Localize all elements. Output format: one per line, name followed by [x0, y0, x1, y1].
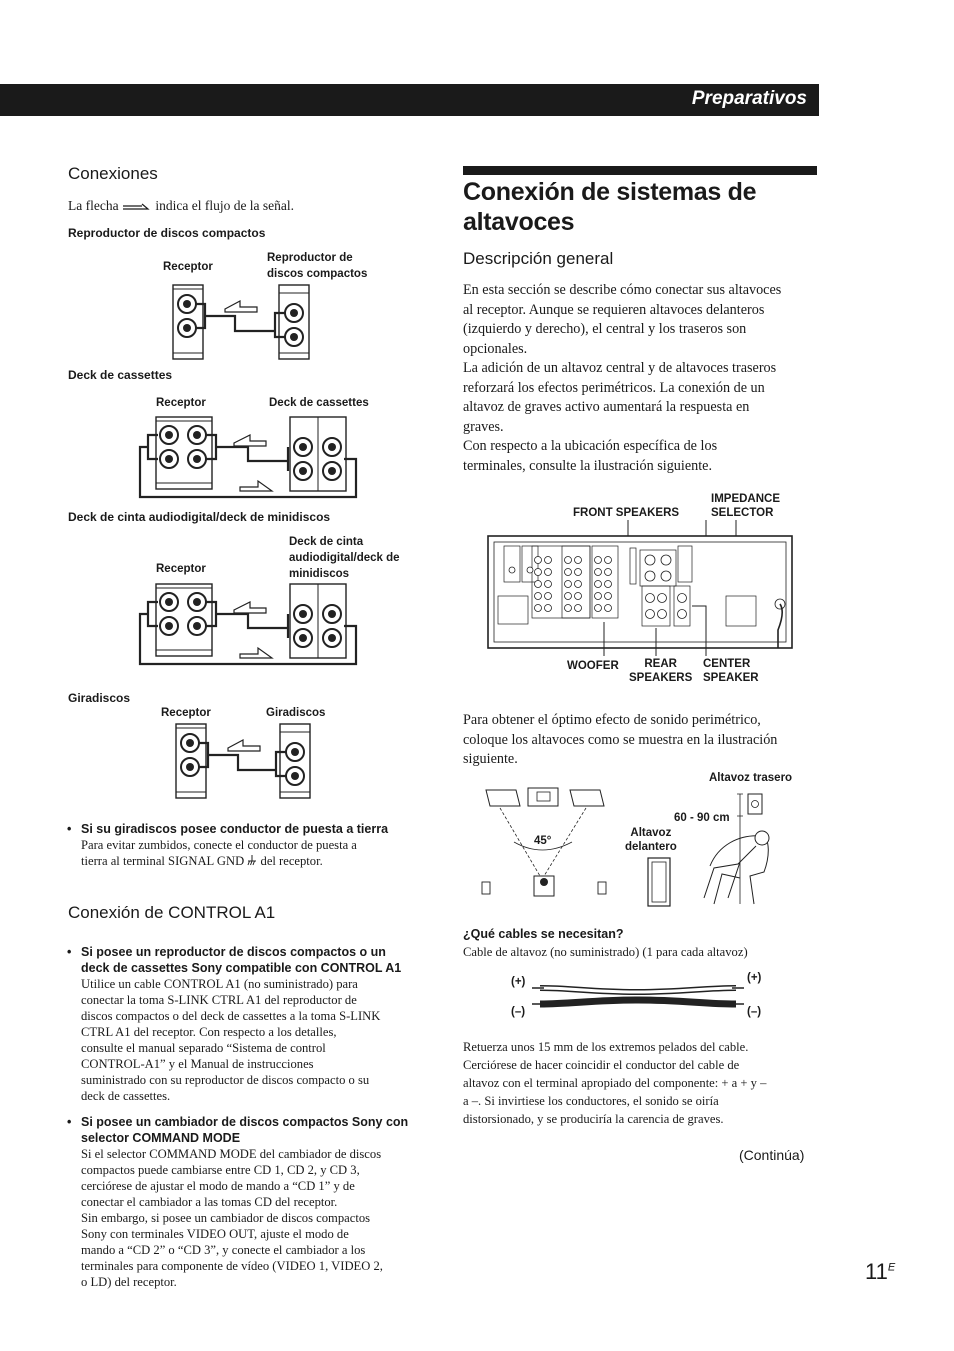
tape-connection-diagram — [138, 415, 360, 503]
cable-plus-left: (+) — [511, 976, 526, 988]
control-a1-heading: Conexión de CONTROL A1 — [68, 903, 276, 922]
md-receptor-label: Receptor — [156, 563, 206, 575]
section-title: Preparativos — [691, 88, 807, 109]
cable-minus-right: (–) — [747, 1006, 762, 1018]
ground-note-title: Si su giradiscos posee conductor de puesta a tierra — [81, 822, 389, 836]
rear-speaker-label: Altavoz trasero — [709, 772, 793, 784]
speaker-placement-diagram — [478, 786, 808, 911]
cable-plus-right: (+) — [747, 972, 762, 984]
tape-receptor-label: Receptor — [156, 397, 206, 409]
front-speakers-label: FRONT SPEAKERS — [573, 507, 680, 519]
bullet-dot: • — [67, 945, 72, 959]
ground-note — [67, 821, 426, 869]
cd-section-title: Reproductor de discos compactos — [68, 226, 266, 240]
conexiones-heading: Conexiones — [68, 164, 158, 183]
page-number-suffix: E — [887, 1261, 896, 1274]
placement-paragraph: Para obtener el óptimo efecto de sonido perimétrico, coloque los altavoces como se muestra en la ilustración siguiente. — [463, 712, 778, 767]
strip-paragraph: Retuerza unos 15 mm de los extremos pelados del cable. Cerciórese de hacer coincidir el conductor del cable de altavoz con el terminal apropiado del componente: + a + y – a –. Si invirtiese los conductores, el sonido se oiría distorsionado, y se produciría la carencia de graves. — [463, 1040, 767, 1126]
tape-section-title: Deck de cassettes — [68, 368, 173, 382]
md-connection-diagram — [138, 582, 360, 670]
turntable-section-title: Giradiscos — [68, 691, 131, 705]
angle-label: 45° — [534, 835, 552, 847]
cable-minus-left: (–) — [511, 1006, 526, 1018]
ground-note-line: tierra al terminal SIGNAL GND del receptor. — [81, 854, 323, 868]
bullet-dot: • — [67, 1115, 72, 1129]
flow-suffix: indica el flujo de la señal. — [155, 198, 295, 213]
md-section-title: Deck de cinta audiodigital/deck de minidiscos — [68, 510, 331, 524]
impedance-selector-label: IMPEDANCE SELECTOR — [711, 493, 781, 519]
cables-title: ¿Qué cables se necesitan? — [463, 927, 624, 941]
intro-paragraph: En esta sección se describe cómo conectar sus altavoces al receptor. Aunque se requieren altavoces delanteros (izquierdo y derecho), el central y los traseros son opcionales. La adición de un altavoz central y de altavoces traseros reforzará los efectos perimétricos. La conexión de un altavoz de graves activo aumentará la respuesta en graves. Con respecto a la ubicación específica de los terminales, consulte la ilustración siguiente. — [463, 282, 782, 474]
flow-prefix: La flecha — [68, 198, 119, 213]
center-speaker-label: CENTER SPEAKER — [703, 658, 759, 684]
rear-speakers-label: REAR SPEAKERS — [629, 658, 693, 684]
control-bullet-1: • Si posee un reproductor de discos compactos o un deck de cassettes Sony compatible con CONTROL A1 Utilice un cable CONTROL A1 (no suministrado) para conectar la toma S-LINK CTRL A1 del reproductor de discos compactos o del deck de cassettes a la toma S-LINK CTRL A1 del receptor. Con respecto a los detalles, consulte el manual separado “Sistema de control CONTROL-A1” y el Manual de instrucciones suministrado con su reproductor de discos compacto o su deck de cassettes. — [67, 945, 402, 1103]
cables-desc: Cable de altavoz (no suministrado) (1 para cada altavoz) — [463, 945, 748, 959]
page-title: Conexión de sistemas de altavoces — [463, 178, 757, 236]
control-bullet-2: • Si posee un cambiador de discos compactos Sony con selector COMMAND MODE Si el selector COMMAND MODE del cambiador de discos compactos puede cambiarse entre CD 1, CD 2, y CD 3, cerciórese de ajustar el modo de mando a “CD 1” y de conectar el cambiador a las tomas CD del receptor. Sin embargo, si posee un cambiador de discos compactos Sony con terminales VIDEO OUT, ajuste el modo de mando a “CD 2” o “CD 3”, y conecte el cambiador a los terminales para componente de vídeo (VIDEO 1, VIDEO 2, o LD) del receptor. — [67, 1115, 409, 1289]
woofer-label: WOOFER — [567, 660, 619, 672]
ground-symbol-icon — [247, 855, 257, 866]
descripcion-heading: Descripción general — [463, 249, 614, 268]
height-label: 60 - 90 cm — [674, 812, 730, 824]
flow-arrow-icon — [122, 202, 152, 212]
turntable-receptor-label: Receptor — [161, 707, 211, 719]
turntable-connection-diagram — [168, 722, 318, 800]
ground-note-line: Para evitar zumbidos, conecte el conductor de puesta a — [81, 838, 357, 852]
page-number: $11^E$ — [865, 1259, 896, 1284]
cd-receptor-label: Receptor — [163, 261, 213, 273]
receiver-rear-panel-diagram — [486, 520, 796, 660]
speaker-cable-diagram — [532, 978, 744, 1016]
continua-label: (Continúa) — [739, 1147, 805, 1163]
section-header-bar — [0, 84, 819, 116]
title-rule — [463, 166, 817, 175]
md-device-label: Deck de cinta audiodigital/deck de minidiscos — [289, 536, 400, 580]
turntable-device-label: Giradiscos — [266, 707, 326, 719]
front-speaker-label: Altavoz delantero — [625, 827, 677, 853]
cd-connection-diagram — [165, 283, 315, 361]
cd-device-label: Reproductor de discos compactos — [267, 252, 368, 280]
tape-device-label: Deck de cassettes — [269, 397, 369, 409]
bullet-dot: • — [67, 822, 72, 836]
flow-note — [68, 196, 294, 216]
